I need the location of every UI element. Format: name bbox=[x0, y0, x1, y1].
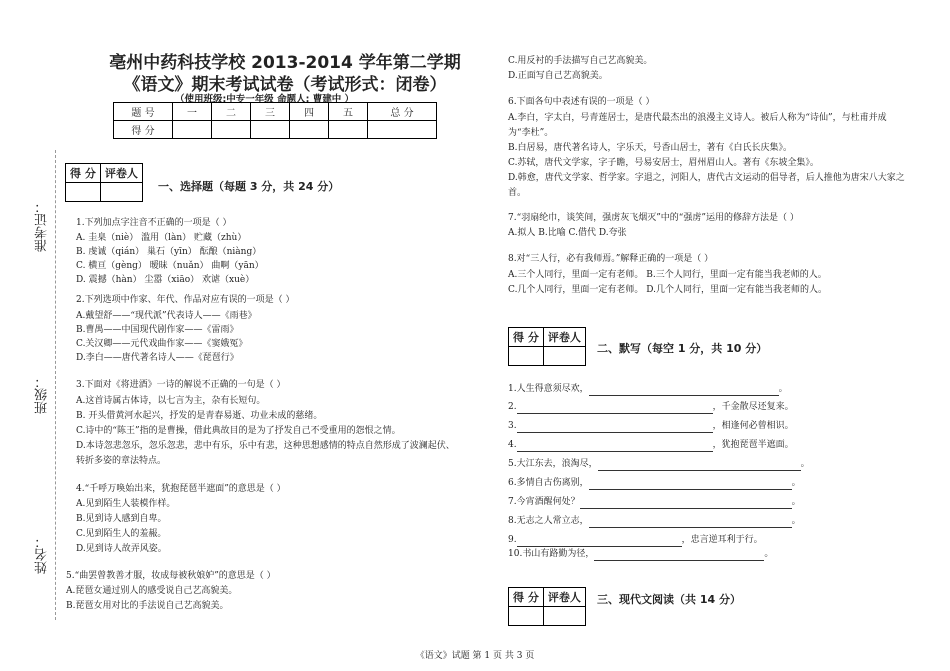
q6-option: D.韩愈，唐代文学家、哲学家。字退之，河阳人，唐代古文运动的倡导者，后人推他为唐宋八大家之 bbox=[508, 173, 905, 183]
answer-blank[interactable] bbox=[594, 550, 764, 561]
q5-stem: 5.“曲罢曾教善才服，妆成每被秋娘妒”的意思是（ ） bbox=[66, 571, 276, 581]
recite-text: ，相逢何必曾相识。 bbox=[712, 421, 794, 431]
q1-option: A. 圭臬（niè） 滥用（làn） 贮藏（zhù） bbox=[76, 233, 247, 243]
q4-option: B.见到诗人感到自卑。 bbox=[76, 514, 167, 524]
grader-score-input[interactable] bbox=[509, 347, 544, 366]
q4-option: D.见到诗人故弄风姿。 bbox=[76, 544, 167, 554]
grader-score-label: 得 分 bbox=[509, 588, 544, 607]
grader-input[interactable] bbox=[543, 607, 585, 626]
grader-box-1 bbox=[65, 163, 143, 202]
q1-option: B. 虔诚（qián） 巢石（yīn） 酝酿（niàng） bbox=[76, 247, 262, 257]
grader-label: 评卷人 bbox=[543, 588, 585, 607]
binding-line bbox=[55, 150, 56, 620]
q6-option: A.李白，字太白，号青莲居士，是唐代最杰出的浪漫主义诗人。被后人称为“诗仙”，与杜甫并成 bbox=[508, 113, 887, 123]
recite-text: 6.多情自古伤离别， bbox=[508, 478, 589, 488]
recite-text: 1.人生得意须尽欢， bbox=[508, 384, 589, 394]
recite-text: 4. bbox=[508, 440, 517, 450]
score-input-cell[interactable] bbox=[173, 121, 212, 139]
q2-stem: 2.下列选项中作家、年代、作品对应有误的一项是（ ） bbox=[76, 295, 295, 305]
recite-item bbox=[508, 514, 801, 528]
score-input-cell[interactable] bbox=[251, 121, 290, 139]
q6-option: 为“李杜”。 bbox=[508, 128, 554, 138]
grader-score-label: 得 分 bbox=[66, 164, 101, 183]
recite-text: 9. bbox=[508, 535, 517, 545]
answer-blank[interactable] bbox=[580, 498, 792, 509]
recite-item bbox=[508, 533, 763, 547]
score-table bbox=[113, 102, 437, 139]
score-input-cell[interactable] bbox=[329, 121, 368, 139]
q2-option: C.关汉卿——元代戏曲作家——《窦娥冤》 bbox=[76, 339, 248, 349]
section2-title: 二、默写（每空 1 分，共 10 分） bbox=[597, 342, 768, 355]
name-label: 姓名： bbox=[35, 535, 50, 574]
recite-text: 。 bbox=[791, 478, 801, 488]
grader-box-2 bbox=[508, 327, 586, 366]
recite-text: 2. bbox=[508, 402, 517, 412]
recite-item bbox=[508, 457, 810, 471]
recite-text: 。 bbox=[778, 384, 788, 394]
grader-label: 评卷人 bbox=[543, 328, 585, 347]
q8-option: C.几个人同行，里面一定有老师。 D.几个人同行，里面一定有能当我老师的人。 bbox=[508, 285, 828, 295]
recite-item bbox=[508, 382, 788, 396]
q3-option: C.诗中的“陈王”指的是曹操，借此典故目的是为了抒发自己不受重用的怨恨之情。 bbox=[76, 426, 401, 436]
grader-box-3 bbox=[508, 587, 586, 626]
recite-item bbox=[508, 438, 794, 452]
grader-score-label: 得 分 bbox=[509, 328, 544, 347]
score-input-cell[interactable] bbox=[368, 121, 437, 139]
exam-title-line2: 《语文》期末考试试卷（考试形式：闭卷） bbox=[123, 75, 447, 95]
section3-title: 三、现代文阅读（共 14 分） bbox=[597, 593, 741, 606]
q4-stem: 4.“千呼万唤始出来，犹抱琵琶半遮面”的意思是（ ） bbox=[76, 484, 286, 494]
q8-stem: 8.对“三人行，必有我师焉。”解释正确的一项是（ ） bbox=[508, 254, 714, 264]
recite-text: 。 bbox=[791, 516, 801, 526]
answer-blank[interactable] bbox=[598, 460, 801, 471]
recite-text: ，犹抱琵琶半遮面。 bbox=[712, 440, 794, 450]
recite-text: 8.无志之人常立志， bbox=[508, 516, 589, 526]
grader-score-input[interactable] bbox=[66, 183, 101, 202]
recite-item bbox=[508, 400, 794, 414]
recite-text: 。 bbox=[800, 459, 810, 469]
recite-text: 3. bbox=[508, 421, 517, 431]
q8-option: A.三个人同行，里面一定有老师。 B.三个人同行，里面一定有能当我老师的人。 bbox=[508, 270, 827, 280]
answer-blank[interactable] bbox=[517, 441, 713, 452]
q5-option: B.琵琶女用对比的手法说自己艺高貌美。 bbox=[66, 601, 229, 611]
section1-title: 一、选择题（每题 3 分，共 24 分） bbox=[158, 180, 340, 193]
q3-option: A.这首诗属古体诗，以七言为主，杂有长短句。 bbox=[76, 396, 266, 406]
recite-item bbox=[508, 495, 801, 509]
grader-score-input[interactable] bbox=[509, 607, 544, 626]
q1-stem: 1.下列加点字注音不正确的一项是（ ） bbox=[76, 218, 232, 228]
recite-item bbox=[508, 419, 794, 433]
exam-title-line1: 亳州中药科技学校 2013-2014 学年第二学期 bbox=[109, 53, 461, 73]
q5-option: A.琵琶女通过别人的感受说自己艺高貌美。 bbox=[66, 586, 238, 596]
grader-input[interactable] bbox=[543, 347, 585, 366]
q6-option: C.苏轼，唐代文学家，字子瞻，号易安居士，眉州眉山人。著有《东坡全集》。 bbox=[508, 158, 819, 168]
recite-text: 7.今宵酒醒何处？ bbox=[508, 497, 580, 507]
q6-stem: 6.下面各句中表述有误的一项是（ ） bbox=[508, 97, 655, 107]
answer-blank[interactable] bbox=[517, 422, 713, 433]
recite-text: 10.书山有路勤为径， bbox=[508, 549, 595, 559]
score-cell: 四 bbox=[290, 103, 329, 121]
q2-option: D.李白——唐代著名诗人——《琵琶行》 bbox=[76, 353, 239, 363]
q6-option: 首。 bbox=[508, 188, 527, 198]
score-input-cell[interactable] bbox=[290, 121, 329, 139]
q5-option: D.正面写自己艺高貌美。 bbox=[508, 71, 608, 81]
q2-option: B.曹禺——中国现代剧作家——《雷雨》 bbox=[76, 325, 239, 335]
q5-option: C.用反衬的手法描写自己艺高貌美。 bbox=[508, 56, 653, 66]
answer-blank[interactable] bbox=[589, 385, 779, 396]
score-cell: 总 分 bbox=[368, 103, 437, 121]
class-label: 班级： bbox=[35, 375, 50, 414]
grader-input[interactable] bbox=[100, 183, 142, 202]
grader-label: 评卷人 bbox=[100, 164, 142, 183]
recite-text: 。 bbox=[791, 497, 801, 507]
q1-option: C. 横亘（gèng） 暧昧（nuǎn） 曲啊（yān） bbox=[76, 261, 264, 271]
answer-blank[interactable] bbox=[589, 479, 792, 490]
q3-option: D.本诗忽悲忽乐，忽乐忽悲，悲中有乐，乐中有悲，这种思想感情的特点自然形成了波澜起伏、 bbox=[76, 441, 455, 451]
answer-blank[interactable] bbox=[517, 536, 682, 547]
score-table-header-row bbox=[114, 103, 437, 121]
q4-option: C.见到陌生人的羞赧。 bbox=[76, 529, 167, 539]
recite-text: ，千金散尽还复来。 bbox=[712, 402, 794, 412]
q1-option: D. 震撼（hàn） 尘嚣（xiāo） 欢谑（xuè） bbox=[76, 275, 255, 285]
recite-text: 5.大江东去，浪淘尽， bbox=[508, 459, 598, 469]
recite-text: ，忠言逆耳利于行。 bbox=[681, 535, 763, 545]
q4-option: A.见到陌生人装模作样。 bbox=[76, 499, 176, 509]
score-cell: 五 bbox=[329, 103, 368, 121]
exam-info: （使用班级:中专一年级 命题人: 曹建中 ） bbox=[175, 94, 355, 105]
score-cell: 二 bbox=[212, 103, 251, 121]
q6-option: B.白居易，唐代著名诗人，字乐天，号香山居士，著有《白氏长庆集》。 bbox=[508, 143, 792, 153]
score-table-score-row bbox=[114, 121, 437, 139]
q7-options: A.拟人 B.比喻 C.借代 D.夸张 bbox=[508, 228, 627, 238]
q3-stem: 3.下面对《将进酒》一诗的解说不正确的一句是（ ） bbox=[76, 380, 286, 390]
score-cell: 三 bbox=[251, 103, 290, 121]
q2-option: A.戴望舒——“现代派”代表诗人——《雨巷》 bbox=[76, 311, 257, 321]
score-input-cell[interactable] bbox=[212, 121, 251, 139]
q3-option: B. 开头借黄河水起兴，抒发的是青春易逝、功业未成的慈绪。 bbox=[76, 411, 323, 421]
recite-text: 。 bbox=[764, 549, 774, 559]
score-row-label: 得 分 bbox=[114, 121, 173, 139]
q7-stem: 7.“羽扇纶巾，谈笑间，强虏灰飞烟灭”中的“强虏”运用的修辞方法是（ ） bbox=[508, 213, 799, 223]
recite-item bbox=[508, 547, 773, 561]
recite-item bbox=[508, 476, 801, 490]
answer-blank[interactable] bbox=[589, 517, 792, 528]
exam-no-label: 准考证： bbox=[35, 200, 50, 252]
page-footer: 《语文》试题 第 1 页 共 3 页 bbox=[415, 651, 535, 661]
score-cell: 题 号 bbox=[114, 103, 173, 121]
q3-option: 转折多姿的章法特点。 bbox=[76, 456, 167, 466]
score-cell: 一 bbox=[173, 103, 212, 121]
answer-blank[interactable] bbox=[517, 403, 713, 414]
